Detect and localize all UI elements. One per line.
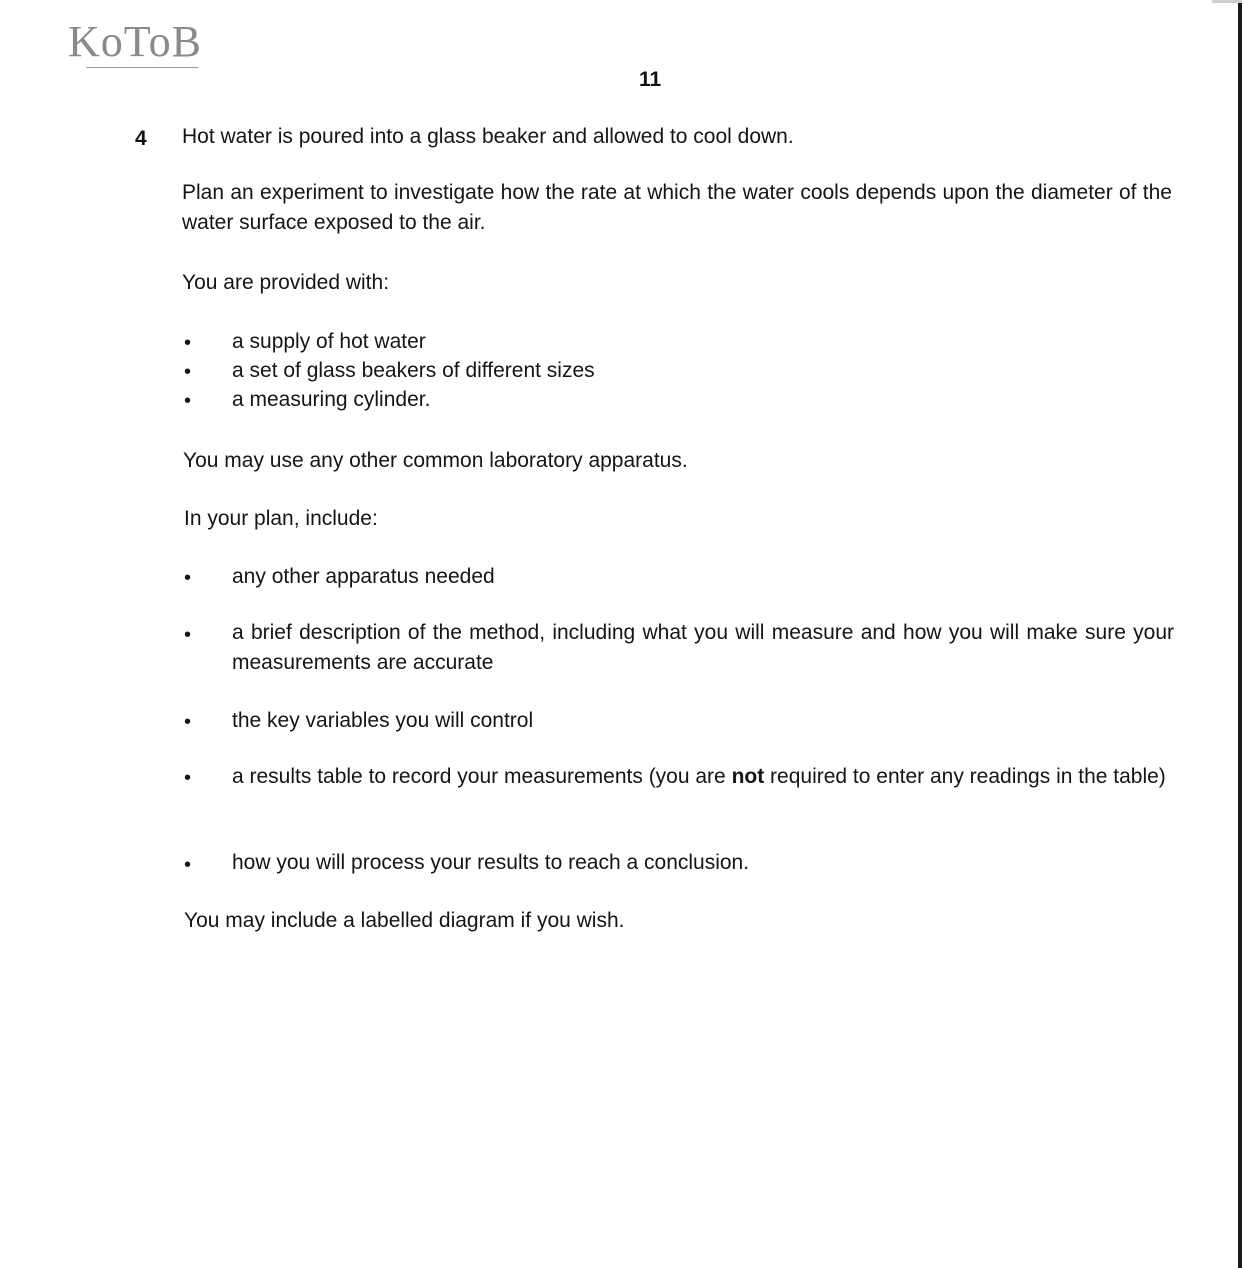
page-number: 11 <box>639 68 662 91</box>
provided-item: a set of glass beakers of different sizes <box>232 359 595 382</box>
logo-underline <box>86 67 198 68</box>
bullet-marker: • <box>184 854 192 876</box>
provided-heading: You are provided with: <box>182 271 390 294</box>
plan-item-text: required to enter any readings in the table) <box>764 765 1166 788</box>
plan-heading: In your plan, include: <box>184 507 378 530</box>
plan-item-results-table <box>232 762 1174 792</box>
plan-item: the key variables you will control <box>232 709 534 732</box>
bullet-marker: • <box>184 767 192 789</box>
page-right-edge <box>1238 0 1242 1268</box>
bullet-marker: • <box>184 390 192 412</box>
provided-item: a measuring cylinder. <box>232 388 431 411</box>
closing-note: You may include a labelled diagram if you wish. <box>184 909 625 932</box>
bullet-marker: • <box>184 567 192 589</box>
emphasis-not: not <box>731 765 765 788</box>
plan-item: a brief description of the method, including what you will measure and how you will make sure your measurements are accurate <box>232 621 1174 674</box>
page-top-edge <box>1212 0 1242 3</box>
question-task: Plan an experiment to investigate how the rate at which the water cools depends upon the diameter of the water surface exposed to the air. <box>182 181 1172 234</box>
bullet-marker: • <box>184 332 192 354</box>
bullet-marker: • <box>184 361 192 383</box>
provided-item: a supply of hot water <box>232 330 426 353</box>
question-intro: Hot water is poured into a glass beaker and allowed to cool down. <box>182 125 794 148</box>
plan-item: how you will process your results to reach a conclusion. <box>232 851 750 874</box>
plan-item: any other apparatus needed <box>232 565 495 588</box>
other-apparatus-note: You may use any other common laboratory apparatus. <box>183 449 688 472</box>
kotob-logo: KoToB <box>68 17 202 66</box>
bullet-marker: • <box>184 624 192 646</box>
question-number: 4 <box>135 127 147 150</box>
bullet-marker: • <box>184 711 192 733</box>
plan-item-text: a results table to record your measurements (you are <box>232 765 732 788</box>
